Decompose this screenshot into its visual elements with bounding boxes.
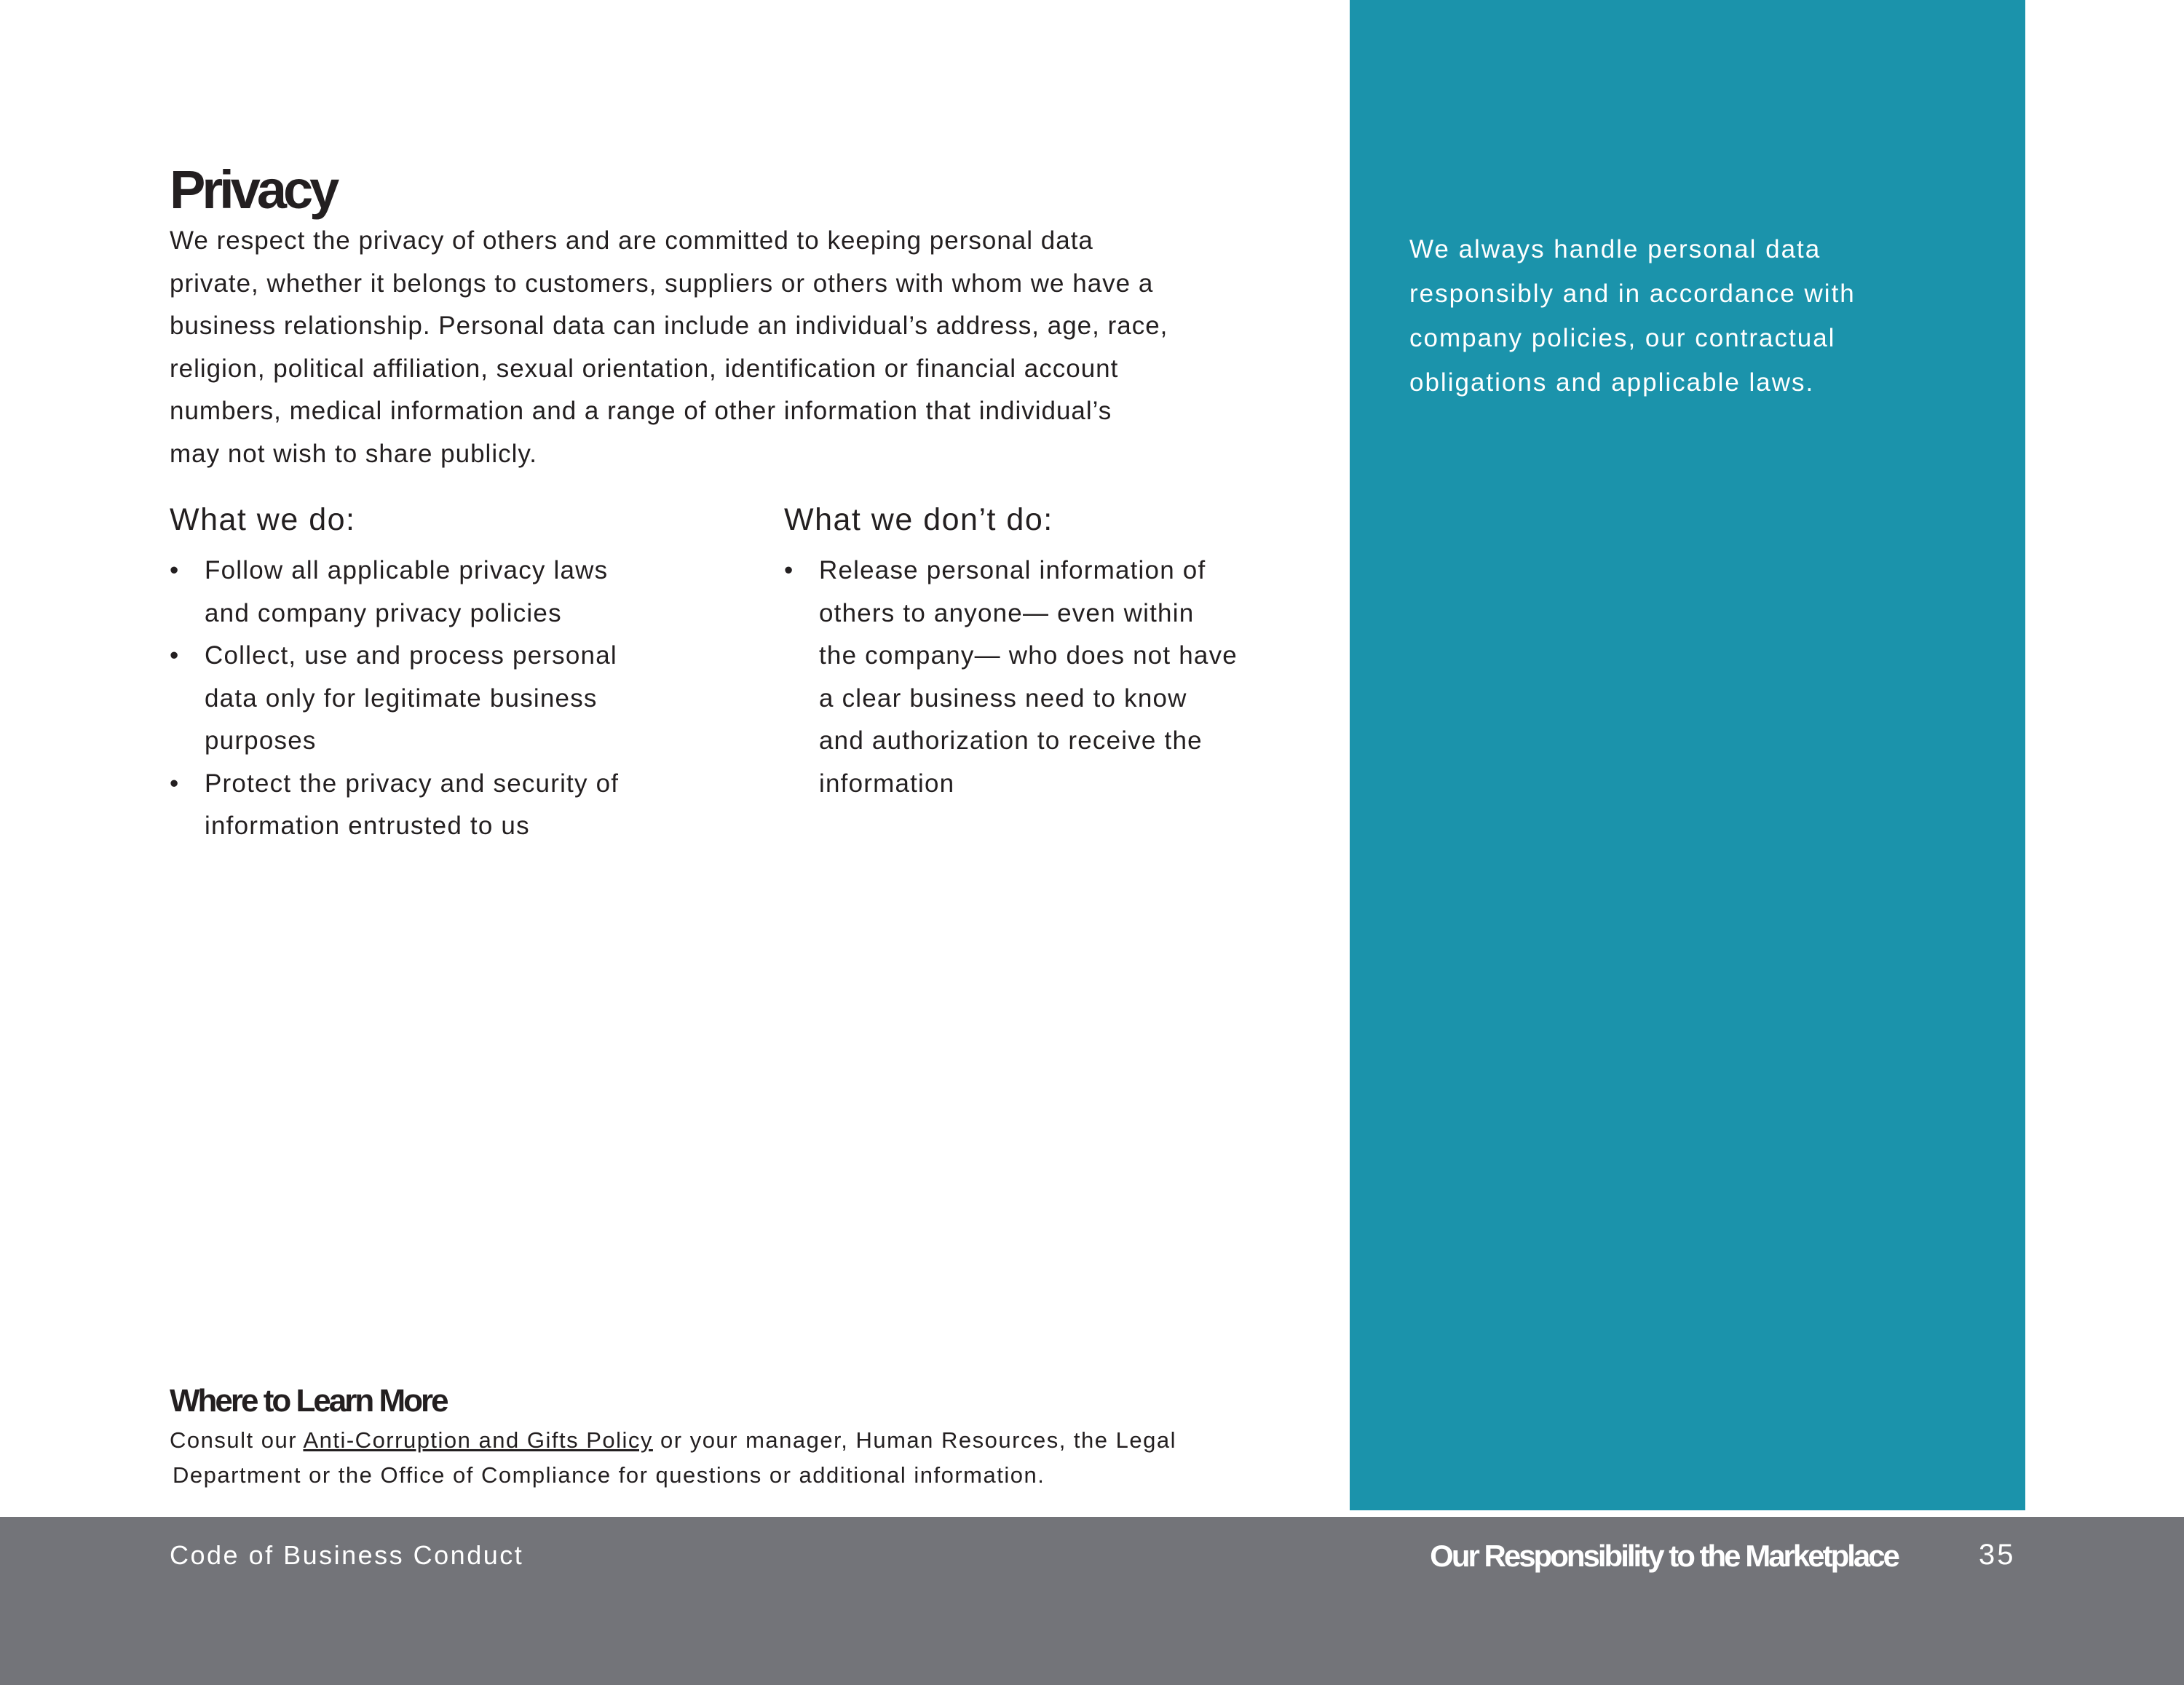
bullet-icon: • — [170, 641, 180, 670]
item-line: Protect the privacy and security of — [205, 769, 620, 798]
item-line: Collect, use and process personal — [205, 641, 617, 670]
callout-line: responsibly and in accordance with — [1409, 279, 1856, 308]
what-we-do-list — [170, 550, 619, 848]
item-line: and authorization to receive the — [819, 726, 1203, 755]
item-line: Follow all applicable privacy laws — [205, 556, 609, 584]
intro-line: We respect the privacy of others and are committed to keeping personal data — [170, 226, 1093, 255]
page-number: 35 — [1979, 1539, 2016, 1571]
what-we-dont-do-list — [784, 550, 1238, 805]
item-line: data only for legitimate business — [205, 683, 598, 713]
bullet-icon: • — [170, 769, 180, 798]
bullet-icon: • — [170, 556, 180, 584]
page-title: Privacy — [170, 159, 336, 220]
learn-more-line2: Department or the Office of Compliance for questions or additional information. — [173, 1462, 1045, 1488]
intro-line: private, whether it belongs to customers, suppliers or others with whom we have a — [170, 269, 1154, 298]
callout-line: obligations and applicable laws. — [1409, 368, 1815, 397]
callout-text — [1409, 227, 1856, 405]
bullet-icon: • — [784, 556, 794, 584]
what-we-dont-do-heading: What we don’t do: — [784, 502, 1053, 537]
item-line: purposes — [205, 726, 317, 755]
learn-more-text — [170, 1423, 1176, 1493]
item-line: Release personal information of — [819, 556, 1206, 584]
list-item — [170, 635, 619, 763]
item-line: and company privacy policies — [205, 598, 562, 627]
intro-line: religion, political affiliation, sexual orientation, identification or financial account — [170, 354, 1119, 383]
list-item — [170, 763, 619, 848]
learn-more-suffix: or your manager, Human Resources, the Legal — [652, 1427, 1176, 1453]
footer-document-title: Code of Business Conduct — [170, 1540, 524, 1570]
learn-more-heading: Where to Learn More — [170, 1383, 447, 1419]
callout-line: We always handle personal data — [1409, 235, 1821, 263]
item-line: information entrusted to us — [205, 812, 530, 840]
intro-line: numbers, medical information and a range of other information that individual’s — [170, 397, 1112, 425]
intro-paragraph — [170, 220, 1168, 475]
footer-section-title: Our Responsibility to the Marketplace — [1430, 1539, 1898, 1573]
item-line: information — [819, 769, 955, 798]
intro-line: business relationship. Personal data can include an individual’s address, age, race, — [170, 312, 1168, 340]
what-we-do-heading: What we do: — [170, 502, 356, 537]
item-line: the company— who does not have — [819, 641, 1238, 670]
callout-line: company policies, our contractual — [1409, 324, 1836, 352]
list-item — [170, 550, 619, 635]
intro-line: may not wish to share publicly. — [170, 439, 538, 468]
list-item — [784, 550, 1238, 805]
anti-corruption-policy-link[interactable]: Anti-Corruption and Gifts Policy — [303, 1427, 653, 1453]
learn-more-prefix: Consult our — [170, 1427, 304, 1453]
item-line: a clear business need to know — [819, 683, 1187, 713]
item-line: others to anyone— even within — [819, 598, 1195, 627]
